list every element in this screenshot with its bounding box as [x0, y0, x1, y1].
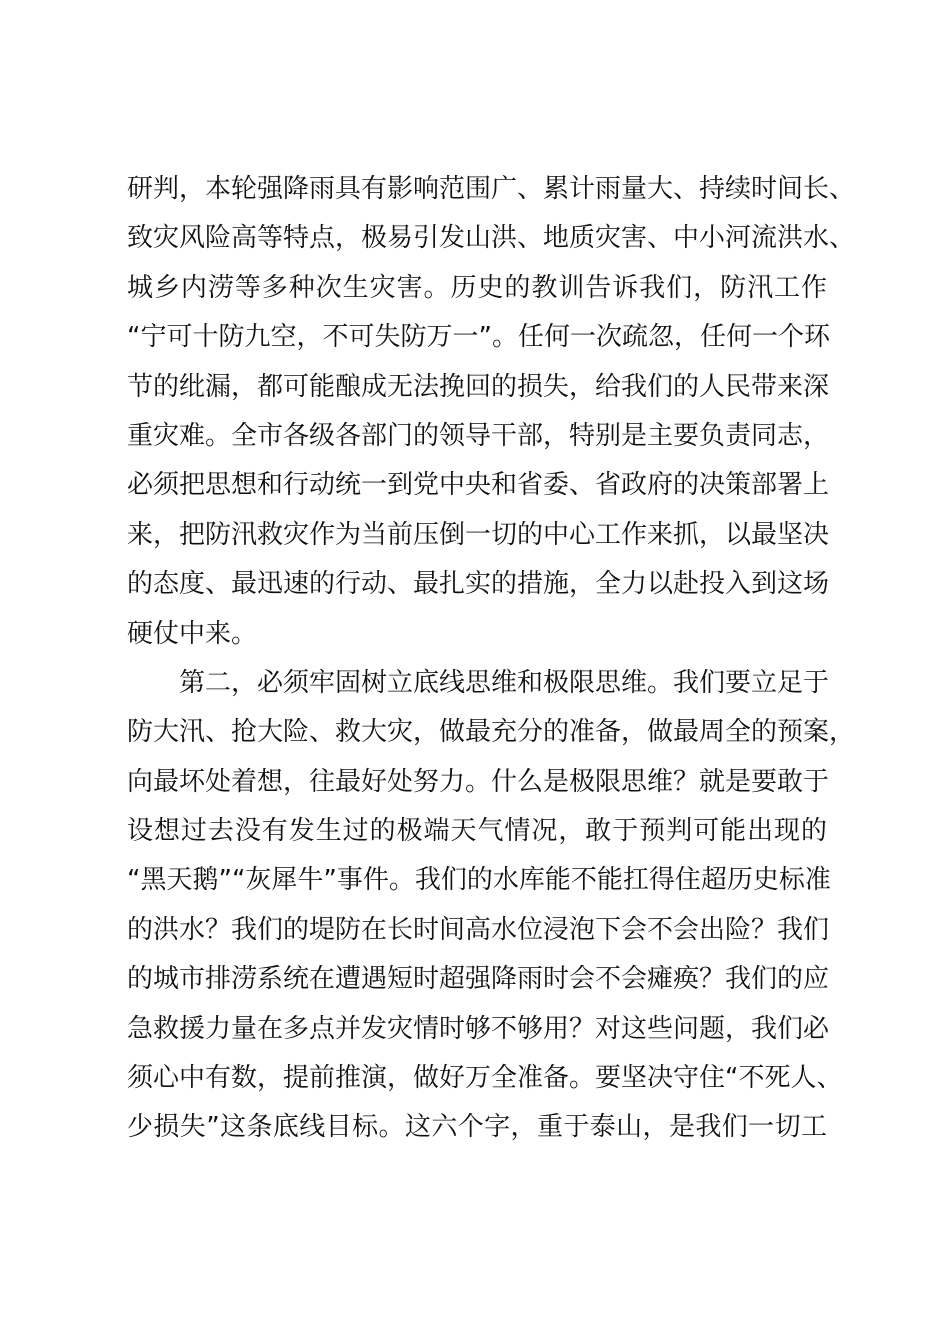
text-line: 少损失”这条底线目标。这六个字，重于泰山，是我们一切工: [127, 1112, 827, 1143]
text-line: 向最坏处着想，往最好处努力。什么是极限思维？就是要敢于: [127, 766, 830, 797]
text-line: 防大汛、抢大险、救大灾，做最充分的准备，做最周全的预案，: [127, 717, 856, 748]
text-line: 来，把防汛救灾作为当前压倒一切的中心工作来抓，以最坚决: [127, 519, 830, 550]
text-line: “宁可十防九空，不可失防万一”。任何一次疏忽，任何一个环: [127, 322, 830, 353]
text-line: 的态度、最迅速的行动、最扎实的措施，全力以赴投入到这场: [127, 569, 830, 600]
text-line: 研判，本轮强降雨具有影响范围广、累计雨量大、持续时间长、: [127, 174, 856, 204]
text-line: 急救援力量在多点并发灾情时够不够用？对这些问题，我们必: [127, 1013, 830, 1044]
text-line: 重灾难。全市各级各部门的领导干部，特别是主要负责同志，: [127, 420, 830, 451]
text-line: 必须把思想和行动统一到党中央和省委、省政府的决策部署上: [127, 470, 830, 501]
text-line: 致灾风险高等特点，极易引发山洪、地质灾害、中小河流洪水、: [127, 223, 856, 254]
text-line: 设想过去没有发生过的极端天气情况，敢于预判可能出现的: [127, 816, 827, 847]
body-text: [127, 165, 856, 1153]
text-line: “黑天鹅”“灰犀牛”事件。我们的水库能不能扛得住超历史标准: [127, 865, 831, 896]
text-line: 须心中有数，提前推演，做好万全准备。要坚决守住“不死人、: [127, 1063, 843, 1094]
text-line: 城乡内涝等多种次生灾害。历史的教训告诉我们，防汛工作: [127, 272, 827, 303]
text-line-paragraph-start: 第二，必须牢固树立底线思维和极限思维。我们要立足于: [179, 667, 830, 698]
text-line: 节的纰漏，都可能酿成无法挽回的损失，给我们的人民带来深: [127, 371, 830, 402]
text-line: 的城市排涝系统在遭遇短时超强降雨时会不会瘫痪？我们的应: [127, 964, 830, 995]
text-line: 的洪水？我们的堤防在长时间高水位浸泡下会不会出险？我们: [127, 914, 830, 945]
text-line: 硬仗中来。: [127, 618, 258, 649]
